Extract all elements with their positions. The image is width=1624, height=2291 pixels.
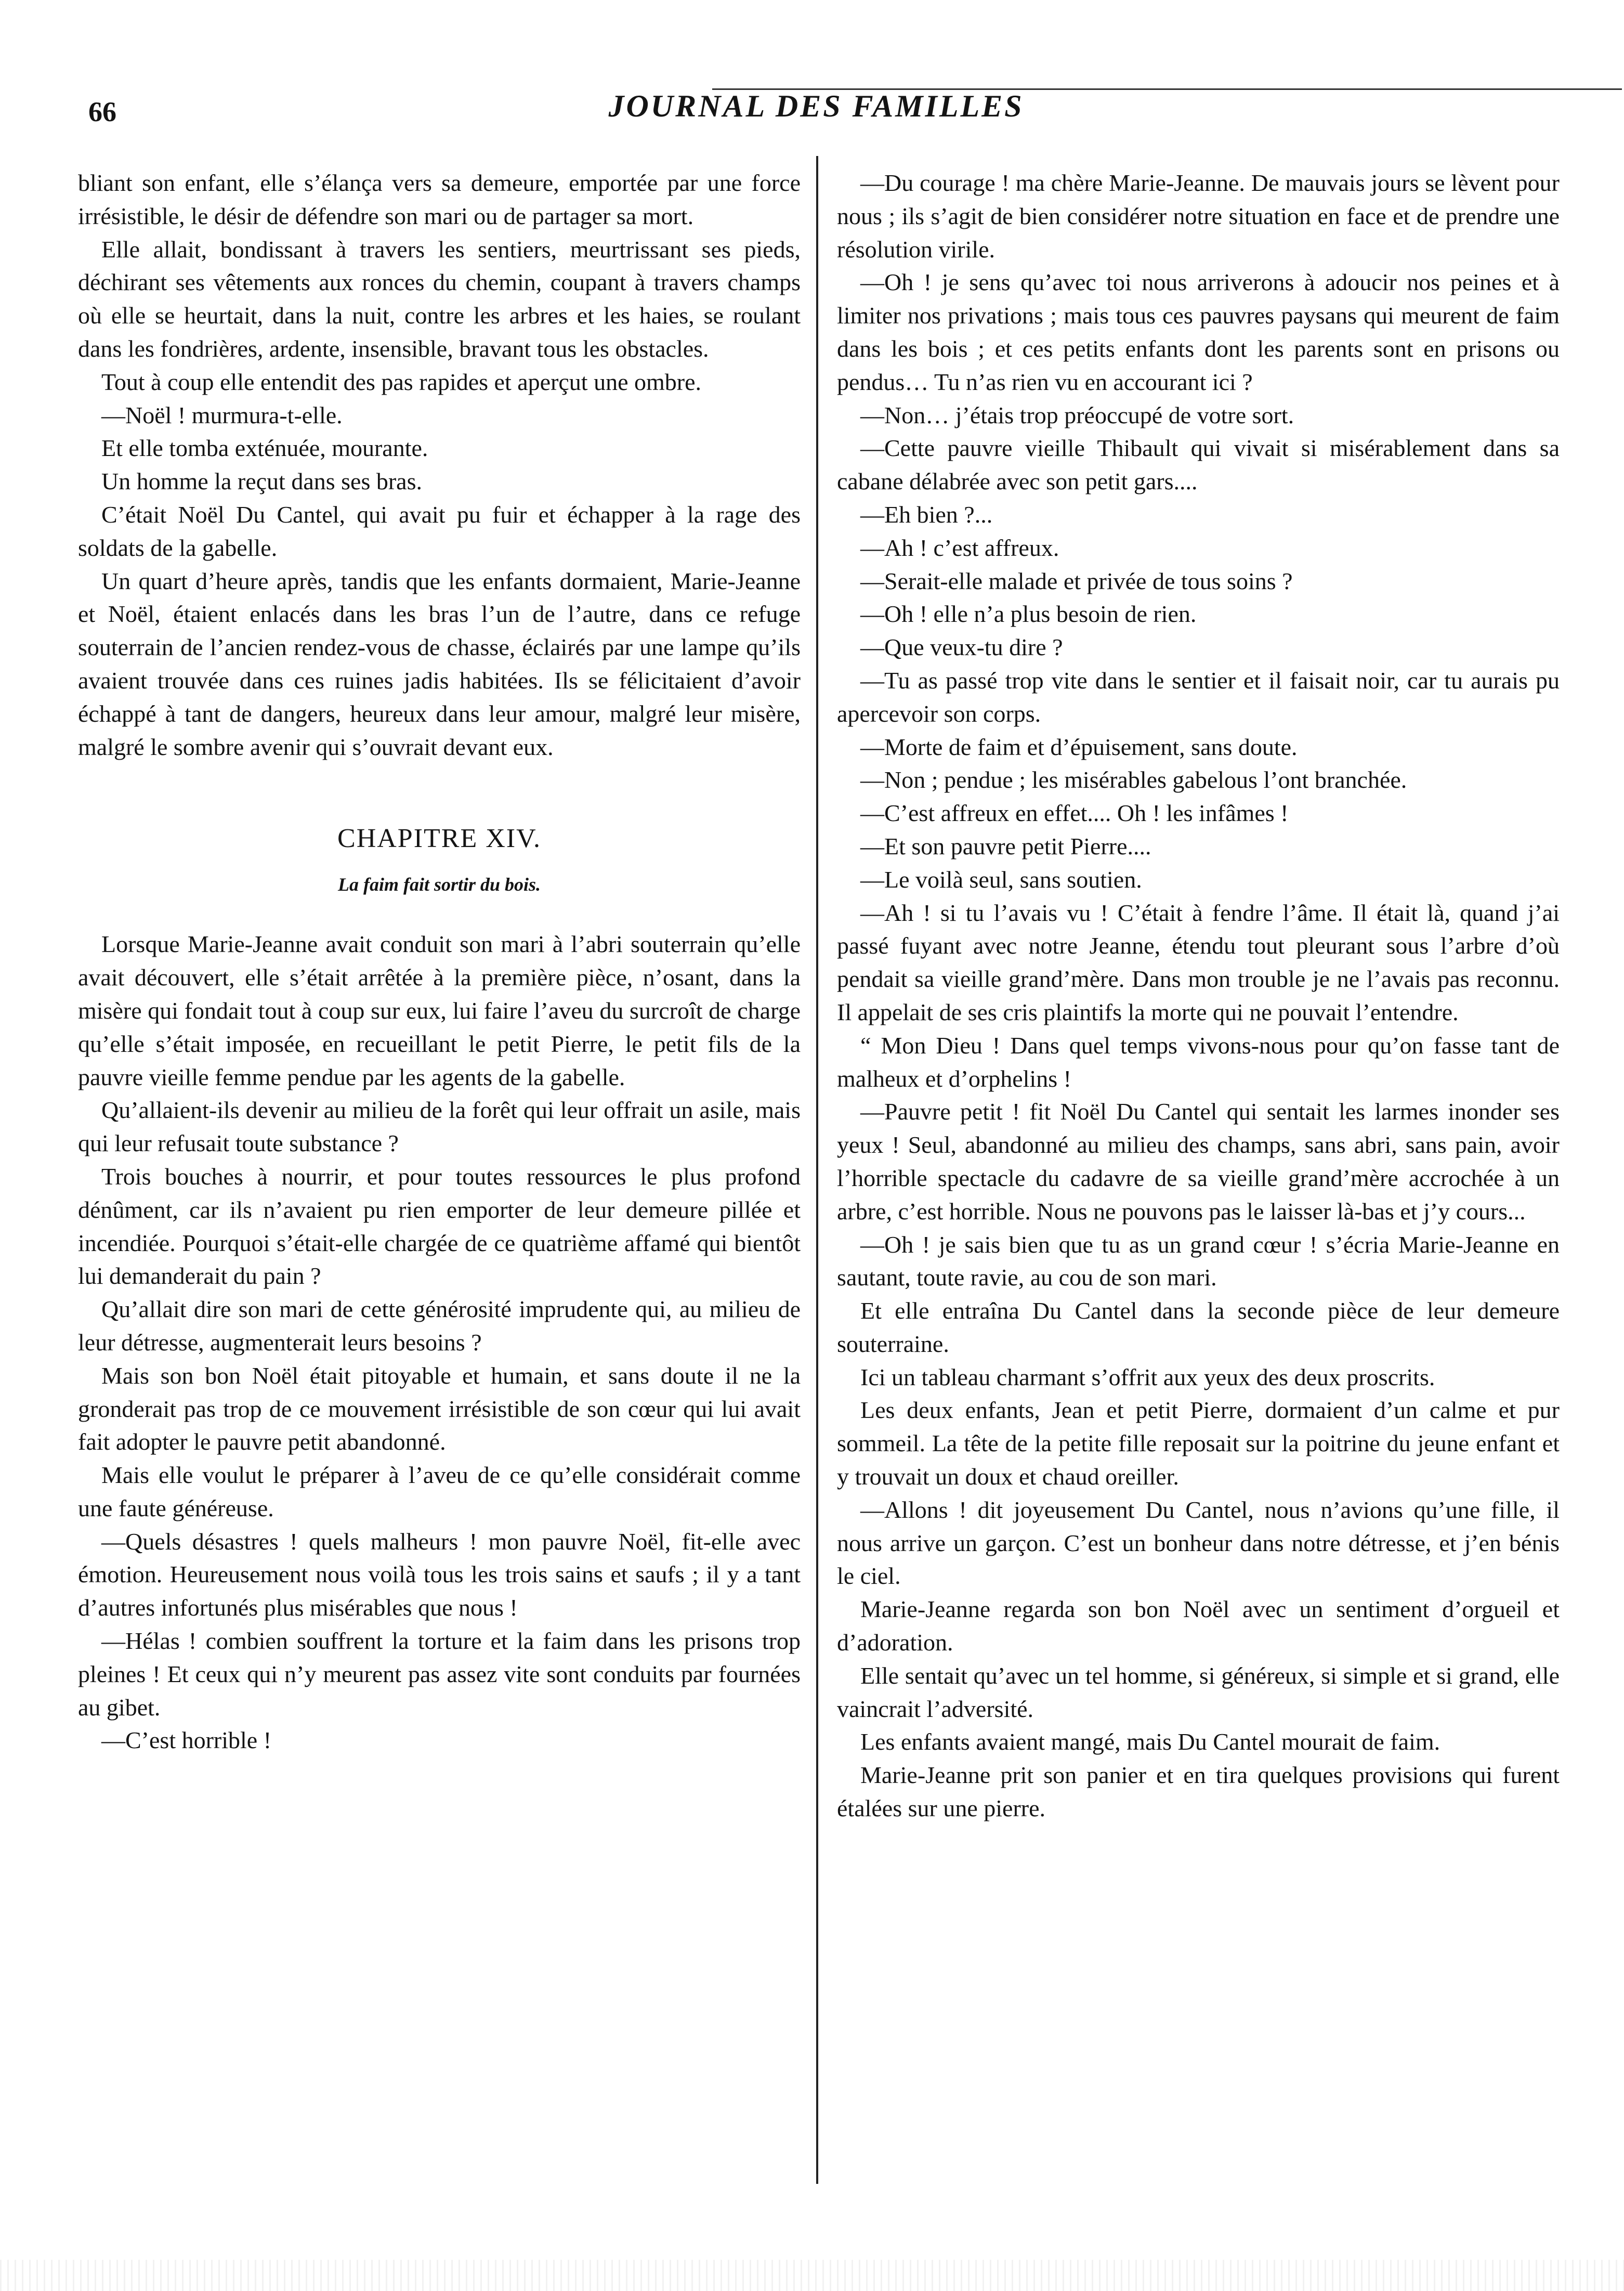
right-column <box>837 166 1560 1825</box>
paragraph: —Quels désastres ! quels malheurs ! mon pauvre Noël, fit-elle avec émotion. Heureusement nous voilà tous les trois sains et saufs ; il y a tant d’autres infortunés plus misérables que nous ! <box>78 1528 801 1621</box>
paragraph: —Eh bien ?... <box>860 501 993 528</box>
paragraph: —Oh ! je sens qu’avec toi nous arriverons à adoucir nos peines et à limiter nos privations ; mais tous ces pauvres paysans qui meurent de faim dans les bois ; et ces petits enfants dont les parents sont en prisons ou pendus… Tu n’as rien vu en accourant ici ? <box>837 269 1560 395</box>
paragraph: —C’est horrible ! <box>101 1727 272 1754</box>
paragraph: Lorsque Marie-Jeanne avait conduit son mari à l’abri souterrain qu’elle avait découvert, elle s’était arrêtée à la première pièce, n’osant, dans la misère qui fondait tout à coup sur eux, lui faire l’aveu du surcroît de charge qu’elle s’était imposée, en recueillant le petit Pierre, le petit fils de la pauvre vieille femme pendue par les agents de la gabelle. <box>78 931 801 1090</box>
paragraph: —Le voilà seul, sans soutien. <box>860 866 1142 893</box>
paragraph: C’était Noël Du Cantel, qui avait pu fuir et échapper à la rage des soldats de la gabelle. <box>78 501 801 561</box>
paragraph: —Ah ! si tu l’avais vu ! C’était à fendre l’âme. Il était là, quand j’ai passé fuyant avec notre Jeanne, étendu tout pleurant sous l’arbre d’où pendait sa vieille grand’mère. Dans mon trouble je ne l’avais pas reconnu. Il appelait de ses cris plaintifs la morte qui ne pouvait l’entendre. <box>837 899 1560 1025</box>
paragraph: —Allons ! dit joyeusement Du Cantel, nous n’avions qu’une fille, il nous arrive un garçon. C’est un bonheur dans notre détresse, et j’en bénis le ciel. <box>837 1496 1560 1590</box>
paragraph: Un quart d’heure après, tandis que les enfants dormaient, Marie-Jeanne et Noël, étaient enlacés dans les bras l’un de l’autre, dans ce refuge souterrain de l’ancien rendez-vous de chasse, éclairés par une lampe qu’ils avaient trouvée dans ces ruines jadis habitées. Ils se félicitaient d’avoir échappé à tant de dangers, heureux dans leur amour, malgré leur misère, malgré le sombre avenir qui s’ouvrait devant eux. <box>78 567 801 760</box>
paragraph: Qu’allait dire son mari de cette générosité imprudente qui, au milieu de leur détresse, augmenterait leurs besoins ? <box>78 1296 801 1356</box>
paragraph: —Oh ! elle n’a plus besoin de rien. <box>860 601 1197 628</box>
paragraph: —C’est affreux en effet.... Oh ! les infâmes ! <box>860 800 1289 827</box>
paragraph: Marie-Jeanne prit son panier et en tira quelques provisions qui furent étalées sur une pierre. <box>837 1762 1560 1822</box>
text-columns <box>78 166 1612 2220</box>
paragraph: —Hélas ! combien souffrent la torture et la faim dans les prisons trop pleines ! Et ceux qui n’y meurent pas assez vite sont conduits par fournées au gibet. <box>78 1628 801 1721</box>
paragraph: Tout à coup elle entendit des pas rapides et aperçut une ombre. <box>101 368 702 395</box>
paragraph: bliant son enfant, elle s’élança vers sa demeure, emportée par une force irrésistible, le désir de défendre son mari ou de partager sa mort. <box>78 170 801 229</box>
paragraph: Mais elle voulut le préparer à l’aveu de ce qu’elle considérait comme une faute généreuse. <box>78 1462 801 1521</box>
chapter-heading: CHAPITRE XIV. <box>337 824 541 854</box>
page-number: 66 <box>88 96 116 127</box>
paragraph: —Que veux-tu dire ? <box>860 634 1063 661</box>
journal-title: JOURNAL DES FAMILLES <box>608 89 1024 123</box>
paragraph: —Non ; pendue ; les misérables gabelous l’ont branchée. <box>860 766 1407 793</box>
paragraph: Mais son bon Noël était pitoyable et humain, et sans doute il ne la gronderait pas trop de ce mouvement irrésistible de son cœur qui lui avait fait adopter le pauvre petit abandonné. <box>78 1362 801 1455</box>
chapter-subtitle: La faim fait sortir du bois. <box>337 874 541 895</box>
paragraph: Et elle entraîna Du Cantel dans la seconde pièce de leur demeure souterraine. <box>837 1297 1560 1357</box>
paragraph: Un homme la reçut dans ses bras. <box>101 468 423 495</box>
paragraph: —Ah ! c’est affreux. <box>860 534 1059 561</box>
paragraph: Elle sentait qu’avec un tel homme, si généreux, si simple et si grand, elle vaincrait l’adversité. <box>837 1662 1560 1722</box>
paragraph: Qu’allaient-ils devenir au milieu de la forêt qui leur offrait un asile, mais qui leur refusait toute substance ? <box>78 1097 801 1157</box>
paragraph: Ici un tableau charmant s’offrit aux yeux des deux proscrits. <box>860 1363 1435 1390</box>
paragraph: —Du courage ! ma chère Marie-Jeanne. De mauvais jours se lèvent pour nous ; ils s’agit de bien considérer notre situation en face et de prendre une résolution virile. <box>837 170 1560 263</box>
paragraph: —Oh ! je sais bien que tu as un grand cœur ! s’écria Marie-Jeanne en sautant, toute ravie, au cou de son mari. <box>837 1231 1560 1291</box>
paragraph: Trois bouches à nourrir, et pour toutes ressources le plus profond dénûment, car ils n’avaient pu rien emporter de leur demeure pillée et incendiée. Pourquoi s’était-elle chargée de ce quatrième affamé qui bientôt lui demanderait du pain ? <box>78 1163 801 1290</box>
paragraph: —Pauvre petit ! fit Noël Du Cantel qui sentait les larmes inonder ses yeux ! Seul, abandonné au milieu des champs, sans abri, sans pain, avoir l’horrible spectacle du cadavre de sa vieille grand’mère accrochée à un arbre, c’est horrible. Nous ne pouvons pas le laisser là-bas et j’y cours... <box>837 1098 1560 1225</box>
paragraph: “ Mon Dieu ! Dans quel temps vivons-nous pour qu’on fasse tant de malheux et d’orphelins ! <box>837 1032 1560 1092</box>
left-column <box>78 166 801 1757</box>
paragraph: —Cette pauvre vieille Thibault qui vivait si misérablement dans sa cabane délabrée avec son petit gars.... <box>837 435 1560 495</box>
paragraph: Marie-Jeanne regarda son bon Noël avec un sentiment d’orgueil et d’adoration. <box>837 1596 1560 1656</box>
page-header <box>88 88 1544 146</box>
paragraph: Et elle tomba exténuée, mourante. <box>101 435 428 462</box>
paragraph: Elle allait, bondissant à travers les sentiers, meurtrissant ses pieds, déchirant ses vêtements aux ronces du chemin, coupant à travers champs où elle se heurtait, dans la nuit, contre les arbres et les haies, se roulant dans les fondrières, ardente, insensible, bravant tous les obstacles. <box>78 236 801 362</box>
paragraph: —Serait-elle malade et privée de tous soins ? <box>860 567 1293 594</box>
paragraph: —Tu as passé trop vite dans le sentier et il faisait noir, car tu aurais pu apercevoir son corps. <box>837 667 1560 727</box>
paragraph: —Et son pauvre petit Pierre.... <box>860 832 1151 860</box>
paragraph: Les enfants avaient mangé, mais Du Cantel mourait de faim. <box>860 1728 1440 1755</box>
paragraph: —Morte de faim et d’épuisement, sans doute. <box>860 733 1298 760</box>
paragraph: —Non… j’étais trop préoccupé de votre sort. <box>860 401 1294 428</box>
scan-edge-noise <box>0 2260 1624 2291</box>
paragraph: Les deux enfants, Jean et petit Pierre, dormaient d’un calme et pur sommeil. La tête de la petite fille reposait sur la poitrine du jeune enfant et y trouvait un doux et chaud oreiller. <box>837 1397 1560 1490</box>
paragraph: —Noël ! murmura-t-elle. <box>101 401 343 428</box>
column-divider <box>816 156 818 2184</box>
